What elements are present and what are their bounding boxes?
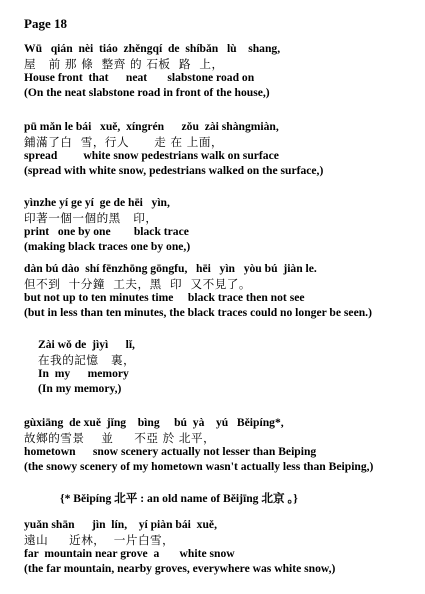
literal-line: print one by one black trace [24,225,189,239]
footnote: {* Běipíng 北平 : an old name of Běijīng 北京 。} [60,492,298,505]
gloss-line: (On the neat slabstone road in front of the house,) [24,85,270,99]
gloss-line: (making black traces one by one,) [24,239,191,253]
stanza-4 [24,262,419,320]
literal-line: House front that neat slabstone road on [24,71,255,85]
literal-line: hometown snow scenery actually not lesser than Beiping [24,445,317,459]
pinyin-line: Wū qián nèi tiáo zhěngqí de shíbǎn lù shang, [24,42,281,55]
hanzi-line: 在我的記憶 裏， [38,352,136,367]
hanzi-line: 故鄉的雪景 並 不亞 於 北平， [24,430,216,445]
gloss-line: (In my memory,) [38,381,122,395]
hanzi-line: 印著一個一個的黑 印， [24,210,158,225]
stanza-6 [24,416,419,474]
gloss-line: (the far mountain, nearby groves, everywhere was white snow,) [24,561,336,575]
gloss-line: (but in less than ten minutes, the black traces could no longer be seen.) [24,305,372,319]
literal-line: but not up to ten minutes time black trace then not see [24,291,305,305]
literal-line: In my memory [38,367,129,381]
pinyin-line: Zài wǒ de jìyì lǐ, [38,338,135,351]
stanza-1 [24,42,419,100]
hanzi-line: 遠山 近林， 一片白雪， [24,532,175,547]
page-number: Page 18 [24,16,67,31]
gloss-line: (spread with white snow, pedestrians walked on the surface,) [24,163,324,177]
pinyin-line: pū mǎn le bái xuě, xíngrén zǒu zài shàngmiàn, [24,120,279,133]
gloss-line: (the snowy scenery of my hometown wasn't actually less than Beiping,) [24,459,374,473]
hanzi-line: 但不到 十分鐘 工夫，黑 印 又不見了。 [24,276,251,291]
literal-line: spread white snow pedestrians walk on surface [24,149,279,163]
hanzi-line: 屋 前 那 條 整齊 的 石板 路 上， [24,56,224,71]
hanzi-line: 鋪滿了白 雪，行人 走 在 上面， [24,134,224,149]
pinyin-line: yìnzhe yí ge yí ge de hēi yìn, [24,196,170,209]
stanza-7 [24,518,419,576]
pinyin-line: gùxiāng de xuě jǐng bìng bú yà yú Běipíng*, [24,416,284,429]
stanza-3 [24,196,419,254]
pinyin-line: dàn bú dào shí fēnzhōng gōngfu, hēi yìn yòu bú jiàn le. [24,262,317,275]
pinyin-line: yuǎn shān jìn lín, yí piàn bái xuě, [24,518,217,531]
literal-line: far mountain near grove a white snow [24,547,235,561]
stanza-5 [24,338,425,396]
stanza-2 [24,120,419,178]
